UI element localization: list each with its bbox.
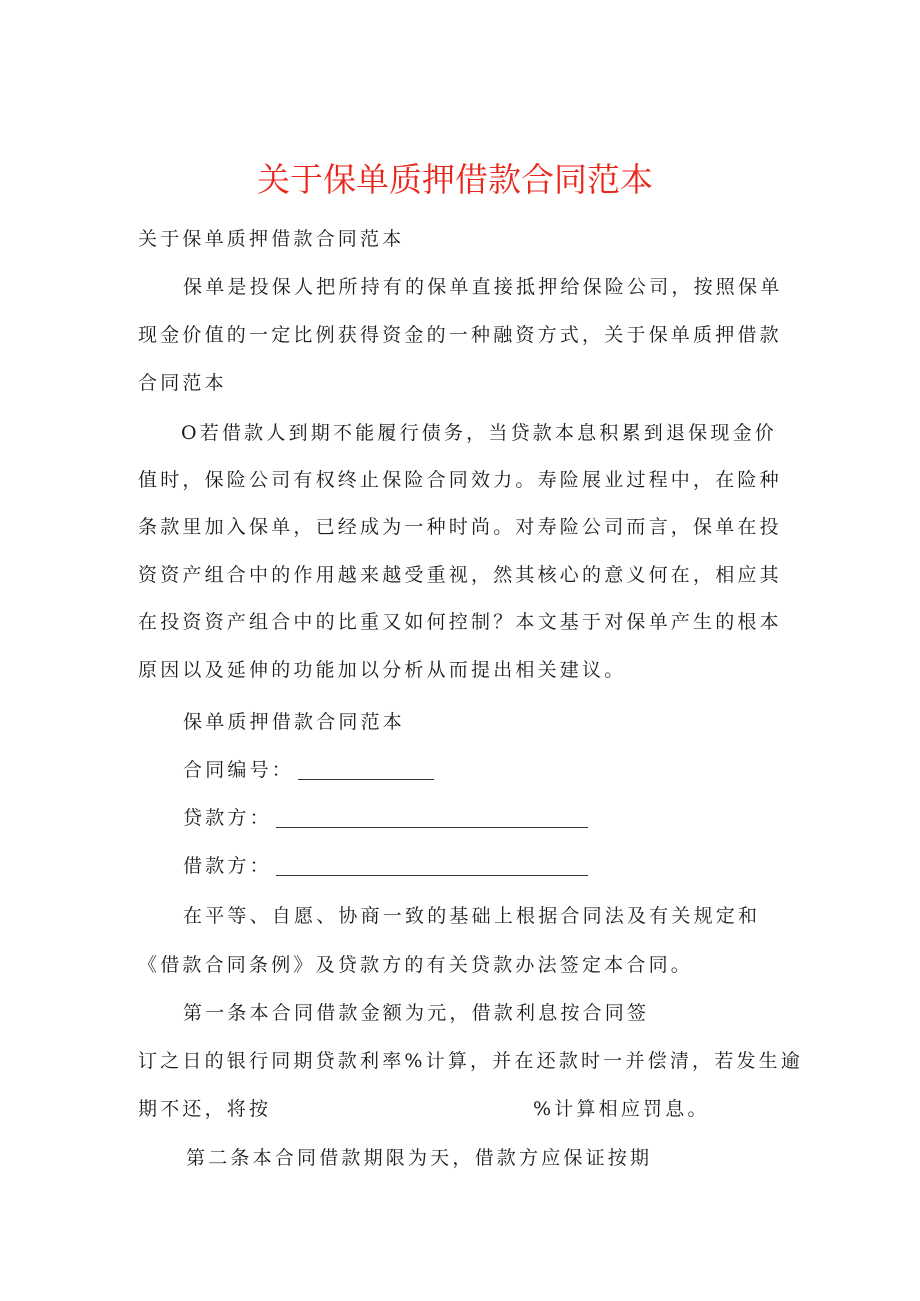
lender-blank[interactable] xyxy=(276,826,588,828)
para1-line2: 现金价值的一定比例获得资金的一种融资方式，关于保单质押借款 xyxy=(138,324,782,346)
para2-line1: O若借款人到期不能履行债务，当贷款本息积累到退保现金价 xyxy=(181,422,777,444)
para2-line4: 资资产组合中的作用越来越受重视，然其核心的意义何在，相应其 xyxy=(138,564,782,586)
article1-line3b: %计算相应罚息。 xyxy=(533,1098,710,1120)
lender-row xyxy=(183,805,588,831)
para2-line3: 条款里加入保单，已经成为一种时尚。对寿险公司而言，保单在投 xyxy=(138,516,782,538)
para2-line5: 在投资资产组合中的比重又如何控制？本文基于对保单产生的根本 xyxy=(138,611,782,633)
document-title: 关于保单质押借款合同范本 xyxy=(257,160,653,199)
borrower-blank[interactable] xyxy=(276,874,588,876)
document-subtitle: 关于保单质押借款合同范本 xyxy=(138,228,405,250)
para3-line2: 《借款合同条例》及贷款方的有关贷款办法签定本合同。 xyxy=(138,954,694,976)
borrower-row xyxy=(183,853,588,879)
article1-line1: 第一条本合同借款金额为元，借款利息按合同签 xyxy=(183,1002,650,1024)
para2-line6: 原因以及延伸的功能加以分析从而提出相关建议。 xyxy=(138,659,627,681)
lender-label: 贷款方： xyxy=(183,807,272,829)
para1-line1: 保单是投保人把所持有的保单直接抵押给保险公司，按照保单 xyxy=(183,276,783,298)
contract-heading: 保单质押借款合同范本 xyxy=(183,711,406,733)
article1-line3a: 期不还，将按 xyxy=(138,1098,272,1120)
para2-line2: 值时，保险公司有权终止保险合同效力。寿险展业过程中，在险种 xyxy=(138,469,782,491)
article1-line2: 订之日的银行同期贷款利率%计算，并在还款时一并偿清，若发生逾 xyxy=(138,1050,804,1072)
contract-number-blank[interactable] xyxy=(298,778,434,780)
article2-line1: 第二条本合同借款期限为天，借款方应保证按期 xyxy=(186,1147,653,1169)
para1-line3: 合同范本 xyxy=(138,372,227,394)
borrower-label: 借款方： xyxy=(183,855,272,877)
contract-number-label: 合同编号： xyxy=(183,759,295,781)
contract-number-row xyxy=(183,757,434,783)
para3-line1: 在平等、自愿、协商一致的基础上根据合同法及有关规定和 xyxy=(183,905,761,927)
